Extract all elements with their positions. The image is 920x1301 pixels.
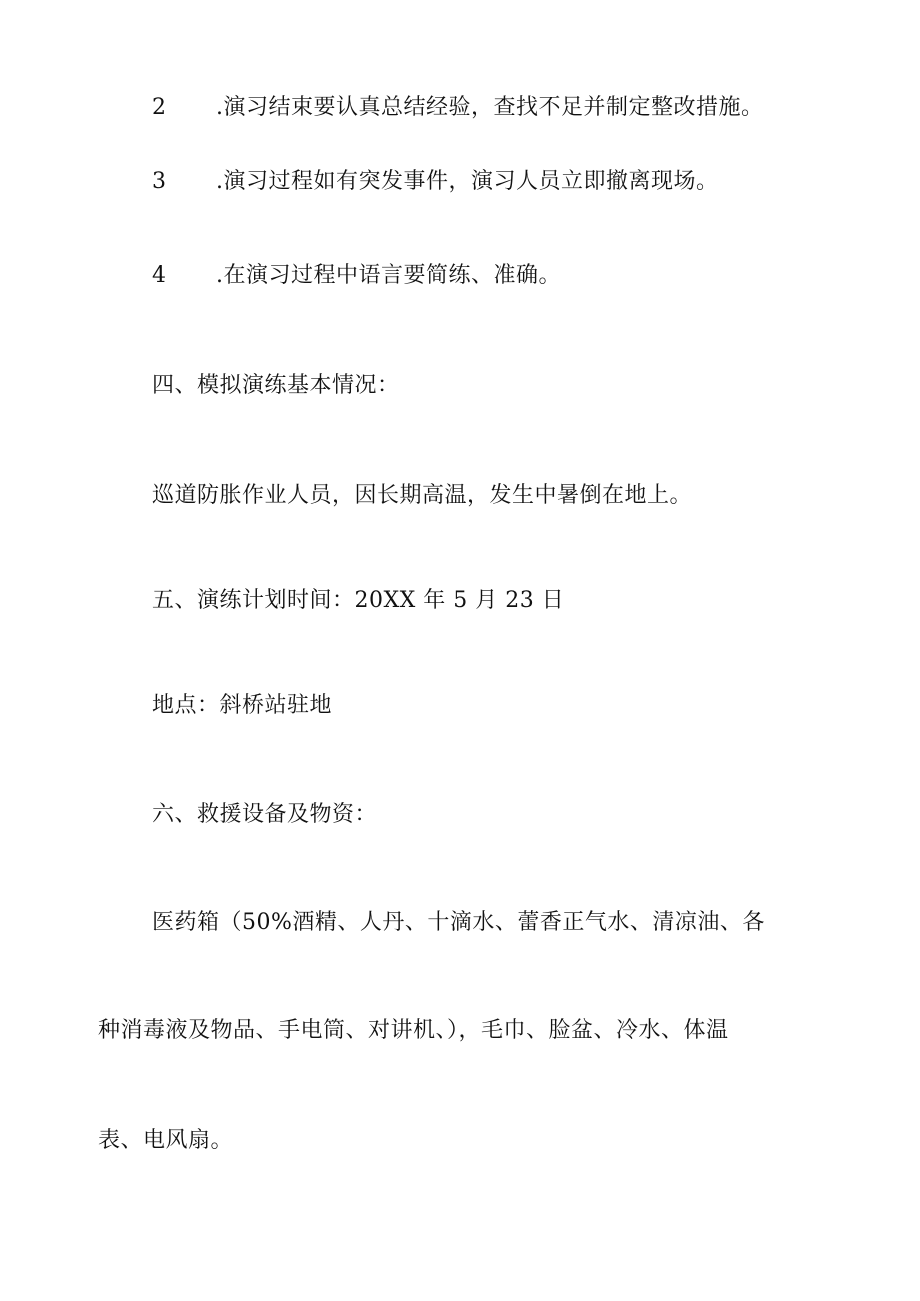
paragraph-line: 表、电风扇。 [98, 1128, 234, 1153]
paragraph: 地点：斜桥站驻地 [152, 693, 333, 718]
paragraph-line: 种消毒液及物品、手电筒、对讲机、），毛巾、脸盆、冷水、体温 [98, 1018, 729, 1043]
list-item-number: 4 [152, 263, 167, 288]
section-heading: 五、演练计划时间：20XX 年 5 月 23 日 [152, 588, 565, 613]
list-item-number: 2 [152, 95, 167, 120]
section-heading: 四、模拟演练基本情况： [152, 373, 400, 398]
section-heading: 六、救援设备及物资： [152, 802, 378, 827]
paragraph-line: 医药箱（50%酒精、人丹、十滴水、蕾香正气水、清凉油、各 [152, 910, 765, 935]
list-item-number: 3 [152, 169, 167, 194]
list-item-text: .在演习过程中语言要简练、准确。 [216, 263, 561, 288]
paragraph: 巡道防胀作业人员，因长期高温，发生中暑倒在地上。 [152, 483, 693, 508]
list-item-text: .演习结束要认真总结经验，查找不足并制定整改措施。 [216, 95, 764, 120]
list-item-text: .演习过程如有突发事件，演习人员立即撤离现场。 [216, 169, 719, 194]
